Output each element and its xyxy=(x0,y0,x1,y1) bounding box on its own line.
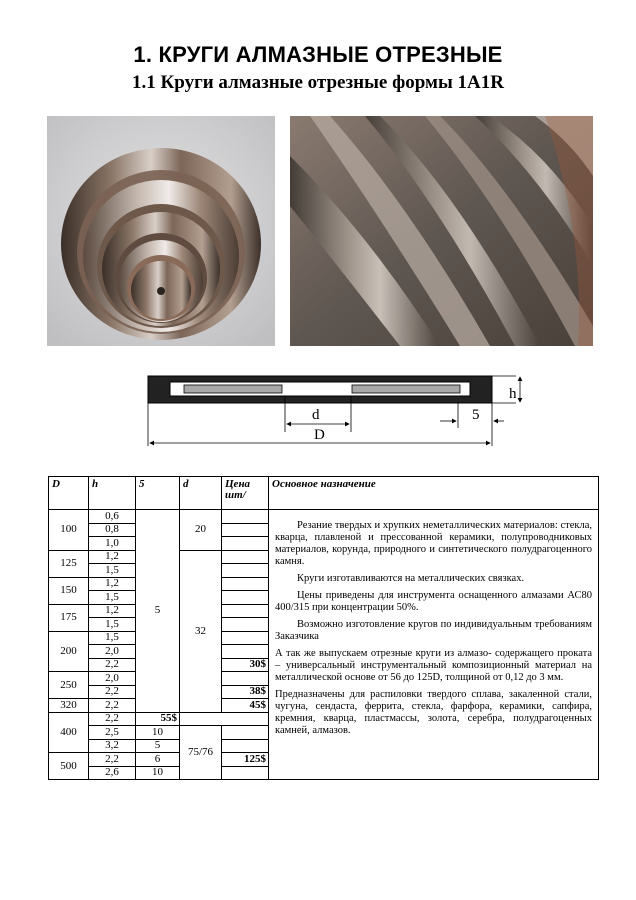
cell-h: 2,2 xyxy=(89,699,136,713)
cell-D: 175 xyxy=(49,604,89,631)
cell-D: 250 xyxy=(49,672,89,699)
description-cell xyxy=(269,510,599,780)
cell-5: 6 xyxy=(136,753,180,767)
cell-price xyxy=(222,672,269,686)
cell-h: 1,5 xyxy=(89,631,136,645)
cell-h: 1,2 xyxy=(89,577,136,591)
cell-price xyxy=(222,726,269,740)
cell-d: 75/76 xyxy=(180,726,222,780)
cell-h: 2,2 xyxy=(89,685,136,699)
cell-h: 1,5 xyxy=(89,564,136,578)
desc-paragraph: Возможно изготовление кругов по индивидуальным требованиям Заказчика xyxy=(275,619,592,642)
cell-5: 10 xyxy=(136,726,180,740)
cell-price xyxy=(222,766,269,780)
desc-paragraph: Предназначены для распиловки твердого сплава, закаленной стали, чугуна, сендаста, феррита, стекла, фарфора, керамики, сапфира, кремния, кварца, пластмассы, золота, серебра, полудрагоценных камней, алмазов. xyxy=(275,689,592,736)
cell-price xyxy=(222,523,269,537)
header-d: d xyxy=(180,477,222,510)
cell-h: 1,2 xyxy=(89,604,136,618)
cell-price xyxy=(222,550,269,564)
disc-edges-closeup-photo xyxy=(290,116,593,346)
header-5: 5 xyxy=(136,477,180,510)
cell-5: 10 xyxy=(136,766,180,780)
cell-h: 0,8 xyxy=(89,523,136,537)
cell-D: 150 xyxy=(49,577,89,604)
cell-price xyxy=(222,577,269,591)
desc-paragraph: Круги изготавливаются на металлических связках. xyxy=(297,573,525,584)
cell-price: 38$ xyxy=(222,685,269,699)
desc-paragraph: Цены приведены для инструмента оснащенного алмазами АС80 400/315 при концентрации 50%. xyxy=(275,590,592,613)
header-D: D xyxy=(49,477,89,510)
label-h: h xyxy=(509,386,517,402)
stacked-cutting-discs-photo xyxy=(47,116,275,346)
label-D: D xyxy=(314,427,325,443)
cell-price xyxy=(222,537,269,551)
section-subtitle: 1.1 Круги алмазные отрезные формы 1А1R xyxy=(132,72,504,93)
cell-D: 100 xyxy=(49,510,89,551)
cell-price xyxy=(222,591,269,605)
cell-h: 2,5 xyxy=(89,726,136,740)
cell-price: 125$ xyxy=(222,753,269,767)
label-d: d xyxy=(312,407,320,423)
cell-h: 3,2 xyxy=(89,739,136,753)
desc-paragraph: А так же выпускаем отрезные круги из алмазо- содержащего проката – универсальный инструментальный композиционный материал на металлической основе от 56 до 125D, толщиной от 0,12 до 3 мм. xyxy=(275,648,592,683)
cell-h: 1,5 xyxy=(89,591,136,605)
header-price: Цена шт/ xyxy=(222,477,269,510)
cell-price xyxy=(222,564,269,578)
cell-price xyxy=(222,739,269,753)
cell-h: 1,5 xyxy=(89,618,136,632)
cell-price xyxy=(222,604,269,618)
disc-cross-section-diagram xyxy=(140,366,540,456)
label-5: 5 xyxy=(472,407,480,423)
cell-h: 0,6 xyxy=(89,510,136,524)
cell-5: 5 xyxy=(136,510,180,713)
cell-h: 2,0 xyxy=(89,645,136,659)
cell-h: 2,6 xyxy=(89,766,136,780)
cell-h: 2,2 xyxy=(89,712,136,726)
cell-D: 400 xyxy=(49,712,89,753)
cell-price xyxy=(222,618,269,632)
cell-price: 30$ xyxy=(222,658,269,672)
specification-table xyxy=(48,476,599,780)
cell-price: 55$ xyxy=(136,712,180,726)
cell-D: 500 xyxy=(49,753,89,780)
header-h: h xyxy=(89,477,136,510)
table-row xyxy=(49,510,599,524)
cell-d: 20 xyxy=(180,510,222,551)
table-header-row xyxy=(49,477,599,510)
cell-h: 2,0 xyxy=(89,672,136,686)
cell-price xyxy=(222,645,269,659)
desc-paragraph: Резание твердых и хрупких неметаллических материалов: стекла, кварца, плавленой и прессованной керамики, полупроводниковых материалов, корунда, природного и синтетического полудрагоценного камня. xyxy=(275,520,592,567)
cell-price xyxy=(222,510,269,524)
cell-d: 32 xyxy=(180,550,222,712)
header-purpose: Основное назначение xyxy=(269,477,599,510)
cell-D: 200 xyxy=(49,631,89,672)
page-title: 1. КРУГИ АЛМАЗНЫЕ ОТРЕЗНЫЕ xyxy=(133,42,503,67)
cell-h: 1,2 xyxy=(89,550,136,564)
cell-price xyxy=(222,631,269,645)
cell-D: 125 xyxy=(49,550,89,577)
cell-D: 320 xyxy=(49,699,89,713)
cell-h: 2,2 xyxy=(89,658,136,672)
cell-price: 45$ xyxy=(222,699,269,713)
cell-h: 1,0 xyxy=(89,537,136,551)
cell-h: 2,2 xyxy=(89,753,136,767)
cell-5: 5 xyxy=(136,739,180,753)
